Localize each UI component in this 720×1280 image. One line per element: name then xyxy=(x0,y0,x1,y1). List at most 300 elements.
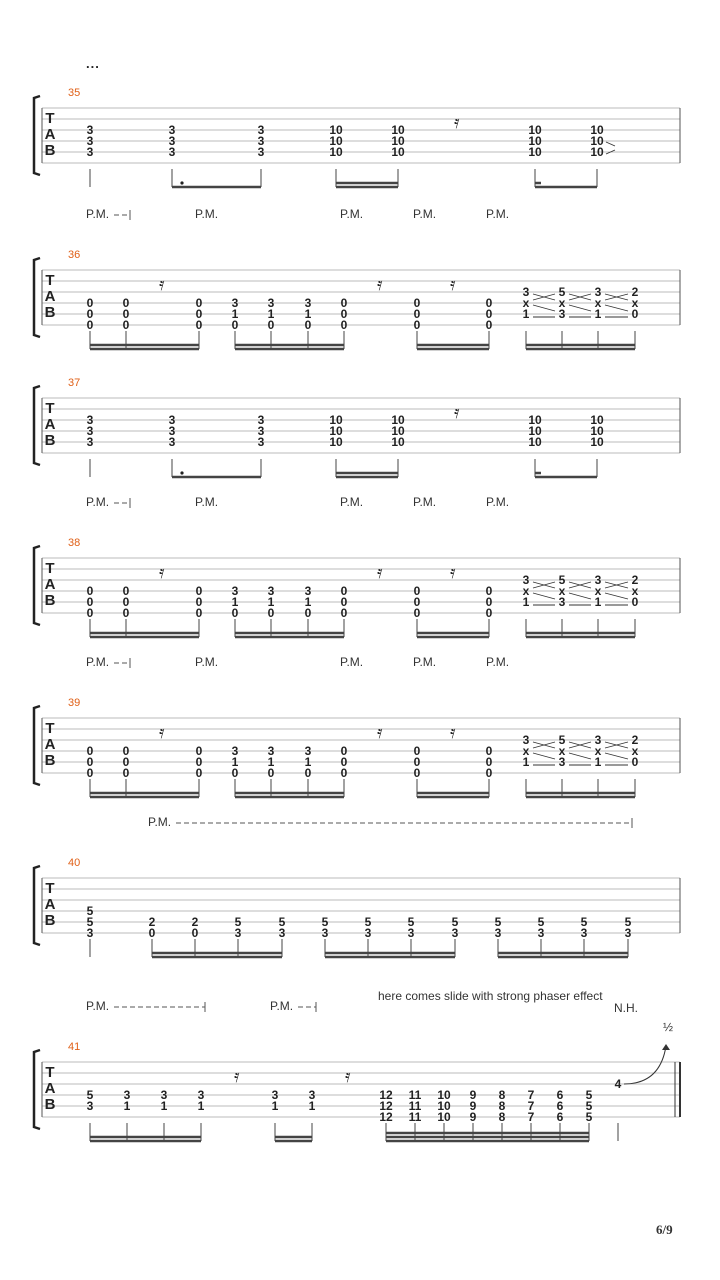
tab-clef-a: A xyxy=(44,288,56,305)
palm-mute-mark: P.M. xyxy=(486,655,510,669)
fret-number: 5 xyxy=(86,1088,94,1102)
palm-mute-mark: P.M. xyxy=(86,655,110,669)
fret-number: 5 xyxy=(494,915,502,929)
dead-note: x xyxy=(522,296,530,310)
fret-number: 0 xyxy=(86,606,94,620)
fret-number: 7 xyxy=(527,1110,535,1124)
palm-mute-mark: P.M. xyxy=(195,495,219,509)
palm-mute-mark: P.M. xyxy=(86,999,110,1013)
fret-number: 11 xyxy=(408,1088,422,1102)
fret-number: 3 xyxy=(594,733,602,747)
sixteenth-rest: 𝄿 xyxy=(450,562,456,583)
fret-number: 3 xyxy=(522,733,530,747)
palm-mute-mark: P.M. xyxy=(340,495,364,509)
system-bracket xyxy=(34,96,40,175)
slide-line xyxy=(569,294,591,300)
fret-number: 5 xyxy=(585,1110,593,1124)
fret-number: 5 xyxy=(537,915,545,929)
fret-number: 0 xyxy=(231,318,239,332)
sixteenth-rest: 𝄿 xyxy=(345,1066,351,1087)
fret-number: 10 xyxy=(528,424,542,438)
tab-system-40 xyxy=(0,815,720,998)
fret-number: 0 xyxy=(195,318,203,332)
dead-note: x xyxy=(631,744,639,758)
tab-system-35 xyxy=(0,78,720,228)
fret-number: 0 xyxy=(340,584,348,598)
fret-number: 0 xyxy=(122,318,130,332)
fret-number: 1 xyxy=(271,1099,279,1113)
fret-number: 0 xyxy=(340,318,348,332)
sixteenth-rest: 𝄿 xyxy=(234,1066,240,1087)
tab-clef-a: A xyxy=(44,576,56,593)
fret-number: 3 xyxy=(197,1088,205,1102)
fret-number: 3 xyxy=(537,926,545,940)
fret-number: 3 xyxy=(304,296,312,310)
fret-number: 0 xyxy=(231,766,239,780)
fret-number: 10 xyxy=(590,413,604,427)
fret-number: 3 xyxy=(271,1088,279,1102)
fret-number: 0 xyxy=(86,307,94,321)
tab-clef-t: T xyxy=(45,110,55,127)
sixteenth-rest: 𝄿 xyxy=(159,722,165,743)
dead-note: x xyxy=(522,744,530,758)
fret-number: 1 xyxy=(594,595,602,609)
tab-clef-b: B xyxy=(44,304,56,321)
fret-number: 1 xyxy=(308,1099,316,1113)
fret-number: 3 xyxy=(522,285,530,299)
fret-number: 3 xyxy=(257,413,265,427)
fret-number: 3 xyxy=(364,926,372,940)
fret-number: 10 xyxy=(391,435,405,449)
fret-number: 12 xyxy=(379,1099,393,1113)
fret-number: 0 xyxy=(122,307,130,321)
bend-arrowhead xyxy=(662,1044,670,1050)
fret-number: 10 xyxy=(329,123,343,137)
tab-clef-t: T xyxy=(45,400,55,417)
fret-number: 2 xyxy=(631,285,639,299)
palm-mute-mark: P.M. xyxy=(86,207,110,221)
system-bracket xyxy=(34,546,40,625)
slide-line xyxy=(605,294,628,300)
fret-number: 5 xyxy=(321,915,329,929)
augmentation-dot xyxy=(180,471,183,474)
fret-number: 0 xyxy=(485,307,493,321)
fret-number: 3 xyxy=(86,413,94,427)
measure-number: 40 xyxy=(68,857,81,869)
fret-number: 2 xyxy=(631,733,639,747)
measure-number: 39 xyxy=(68,697,81,709)
fret-number: 2 xyxy=(148,915,156,929)
fret-number: 3 xyxy=(267,744,275,758)
slide-line xyxy=(569,742,591,748)
fret-number: 3 xyxy=(168,145,176,159)
fret-number: 2 xyxy=(191,915,199,929)
fret-number: 0 xyxy=(485,584,493,598)
fret-number: 3 xyxy=(304,744,312,758)
fret-number: 3 xyxy=(558,755,566,769)
fret-number: 3 xyxy=(558,307,566,321)
fret-number: 5 xyxy=(86,904,94,918)
fret-number: 3 xyxy=(168,123,176,137)
fret-number: 3 xyxy=(160,1088,168,1102)
fret-number: 0 xyxy=(195,744,203,758)
fret-number: 0 xyxy=(148,926,156,940)
fret-number: 3 xyxy=(168,134,176,148)
fret-number: 0 xyxy=(304,606,312,620)
text-annotation: here comes slide with strong phaser effect xyxy=(378,989,603,1003)
fret-number: 0 xyxy=(195,595,203,609)
sixteenth-rest: 𝄿 xyxy=(450,274,456,295)
fret-number: 3 xyxy=(494,926,502,940)
fret-number: 10 xyxy=(391,424,405,438)
fret-number: 3 xyxy=(558,595,566,609)
fret-number: 0 xyxy=(485,606,493,620)
fret-number: 7 xyxy=(527,1099,535,1113)
fret-number: 1 xyxy=(231,307,239,321)
fret-number: 10 xyxy=(528,123,542,137)
system-bracket xyxy=(34,706,40,785)
fret-number: 5 xyxy=(234,915,242,929)
fret-number: 3 xyxy=(267,296,275,310)
palm-mute-mark: P.M. xyxy=(86,495,110,509)
fret-number: 5 xyxy=(585,1088,593,1102)
fret-number: 0 xyxy=(195,755,203,769)
fret-number: 3 xyxy=(86,123,94,137)
fret-number: 1 xyxy=(304,595,312,609)
fret-number: 0 xyxy=(86,766,94,780)
sixteenth-rest: 𝄿 xyxy=(454,112,460,133)
fret-number: 0 xyxy=(485,296,493,310)
fret-number: 10 xyxy=(329,413,343,427)
measure-number: 41 xyxy=(68,1041,81,1053)
dead-note: x xyxy=(594,584,602,598)
fret-number: 10 xyxy=(528,435,542,449)
tab-clef-b: B xyxy=(44,912,56,929)
tab-clef-a: A xyxy=(44,126,56,143)
fret-number: 3 xyxy=(168,413,176,427)
dead-note: x xyxy=(522,584,530,598)
fret-number: 5 xyxy=(585,1099,593,1113)
fret-number: 4 xyxy=(614,1077,622,1091)
measure-number: 37 xyxy=(68,377,81,389)
fret-number: 1 xyxy=(197,1099,205,1113)
fret-number: 0 xyxy=(413,318,421,332)
natural-harmonic-mark: N.H. xyxy=(614,1001,638,1015)
fret-number: 10 xyxy=(391,134,405,148)
fret-number: 1 xyxy=(522,595,530,609)
fret-number: 3 xyxy=(257,424,265,438)
fret-number: 10 xyxy=(329,424,343,438)
fret-number: 6 xyxy=(556,1099,564,1113)
fret-number: 1 xyxy=(267,595,275,609)
sixteenth-rest: 𝄿 xyxy=(377,562,383,583)
fret-number: 0 xyxy=(340,296,348,310)
slide-line xyxy=(605,582,628,588)
fret-number: 10 xyxy=(590,424,604,438)
palm-mute-mark: P.M. xyxy=(486,207,510,221)
fret-number: 10 xyxy=(437,1099,451,1113)
fret-number: 3 xyxy=(278,926,286,940)
fret-number: 3 xyxy=(123,1088,131,1102)
page-number: 6/9 xyxy=(656,1222,673,1237)
fret-number: 1 xyxy=(522,755,530,769)
fret-number: 3 xyxy=(407,926,415,940)
fret-number: 10 xyxy=(329,435,343,449)
fret-number: 5 xyxy=(86,915,94,929)
fret-number: 0 xyxy=(413,606,421,620)
fret-number: 3 xyxy=(304,584,312,598)
slide-line xyxy=(569,593,591,605)
fret-number: 5 xyxy=(364,915,372,929)
fret-number: 0 xyxy=(413,595,421,609)
fret-number: 3 xyxy=(168,424,176,438)
fret-number: 0 xyxy=(122,584,130,598)
sixteenth-rest: 𝄿 xyxy=(377,722,383,743)
palm-mute-mark: P.M. xyxy=(148,815,172,829)
fret-number: 0 xyxy=(231,606,239,620)
bend-curve xyxy=(624,1046,666,1084)
dead-note: x xyxy=(631,296,639,310)
fret-number: 0 xyxy=(86,744,94,758)
tab-clef-t: T xyxy=(45,560,55,577)
fret-number: 1 xyxy=(594,755,602,769)
fret-number: 0 xyxy=(122,755,130,769)
measure-number: 36 xyxy=(68,249,81,261)
fret-number: 1 xyxy=(267,755,275,769)
sixteenth-rest: 𝄿 xyxy=(450,722,456,743)
fret-number: 1 xyxy=(594,307,602,321)
dead-note: x xyxy=(594,744,602,758)
slide-line xyxy=(605,742,628,748)
palm-mute-mark: P.M. xyxy=(486,495,510,509)
fret-number: 3 xyxy=(451,926,459,940)
fret-number: 5 xyxy=(624,915,632,929)
fret-number: 10 xyxy=(528,413,542,427)
dead-note: x xyxy=(558,744,566,758)
fret-number: 3 xyxy=(86,134,94,148)
palm-mute-mark: P.M. xyxy=(340,655,364,669)
fret-number: 9 xyxy=(469,1088,477,1102)
tab-system-41 xyxy=(0,989,720,1182)
fret-number: 3 xyxy=(267,584,275,598)
fret-number: 3 xyxy=(231,584,239,598)
fret-number: 1 xyxy=(231,755,239,769)
fret-number: 0 xyxy=(191,926,199,940)
fret-number: 0 xyxy=(86,584,94,598)
fret-number: 10 xyxy=(391,145,405,159)
fret-number: 12 xyxy=(379,1110,393,1124)
fret-number: 0 xyxy=(340,595,348,609)
fret-number: 3 xyxy=(257,134,265,148)
fret-number: 0 xyxy=(631,755,639,769)
dead-note: x xyxy=(558,584,566,598)
fret-number: 0 xyxy=(195,606,203,620)
measure-number: 38 xyxy=(68,537,81,549)
fret-number: 0 xyxy=(413,755,421,769)
fret-number: 5 xyxy=(451,915,459,929)
sixteenth-rest: 𝄿 xyxy=(377,274,383,295)
fret-number: 5 xyxy=(558,733,566,747)
fret-number: 0 xyxy=(413,307,421,321)
fret-number: 7 xyxy=(527,1088,535,1102)
tab-clef-a: A xyxy=(44,1080,56,1097)
slide-line xyxy=(533,753,555,765)
tab-clef-b: B xyxy=(44,752,56,769)
fret-number: 10 xyxy=(329,134,343,148)
tab-clef-t: T xyxy=(45,720,55,737)
palm-mute-mark: P.M. xyxy=(413,207,437,221)
fret-number: 0 xyxy=(195,296,203,310)
fret-number: 1 xyxy=(304,755,312,769)
fret-number: 0 xyxy=(485,318,493,332)
fret-number: 11 xyxy=(408,1110,422,1124)
slide-line xyxy=(605,305,628,317)
fret-number: 0 xyxy=(86,318,94,332)
sixteenth-rest: 𝄿 xyxy=(159,274,165,295)
fret-number: 3 xyxy=(522,573,530,587)
fret-number: 5 xyxy=(558,285,566,299)
tab-clef-b: B xyxy=(44,142,56,159)
fret-number: 5 xyxy=(278,915,286,929)
slide-line xyxy=(569,582,591,588)
fret-number: 1 xyxy=(304,307,312,321)
fret-number: 3 xyxy=(594,285,602,299)
fret-number: 10 xyxy=(590,134,604,148)
fret-number: 0 xyxy=(340,606,348,620)
fret-number: 11 xyxy=(408,1099,422,1113)
fret-number: 3 xyxy=(86,926,94,940)
fret-number: 10 xyxy=(329,145,343,159)
fret-number: 0 xyxy=(413,744,421,758)
fret-number: 3 xyxy=(234,926,242,940)
fret-number: 0 xyxy=(340,744,348,758)
slide-line xyxy=(533,582,555,588)
fret-number: 3 xyxy=(257,145,265,159)
fret-number: 8 xyxy=(498,1088,506,1102)
palm-mute-mark: P.M. xyxy=(340,207,364,221)
slide-line xyxy=(569,305,591,317)
fret-number: 0 xyxy=(413,296,421,310)
fret-number: 10 xyxy=(590,123,604,137)
palm-mute-mark: P.M. xyxy=(413,495,437,509)
fret-number: 5 xyxy=(580,915,588,929)
slide-line xyxy=(533,305,555,317)
fret-number: 3 xyxy=(86,424,94,438)
fret-number: 3 xyxy=(257,123,265,137)
measure-number: 35 xyxy=(68,87,81,99)
fret-number: 1 xyxy=(231,595,239,609)
fret-number: 0 xyxy=(267,606,275,620)
system-bracket xyxy=(34,258,40,337)
sixteenth-rest: 𝄿 xyxy=(454,402,460,423)
palm-mute-mark: P.M. xyxy=(270,999,294,1013)
fret-number: 0 xyxy=(122,595,130,609)
fret-number: 6 xyxy=(556,1110,564,1124)
palm-mute-mark: P.M. xyxy=(195,207,219,221)
palm-mute-mark: P.M. xyxy=(195,655,219,669)
fret-number: 0 xyxy=(413,766,421,780)
dead-note: x xyxy=(631,584,639,598)
fret-number: 10 xyxy=(391,413,405,427)
slide-line xyxy=(533,294,555,300)
fret-number: 3 xyxy=(168,435,176,449)
fret-number: 0 xyxy=(122,296,130,310)
fret-number: 0 xyxy=(122,744,130,758)
fret-number: 0 xyxy=(631,307,639,321)
fret-number: 12 xyxy=(379,1088,393,1102)
fret-number: 8 xyxy=(498,1099,506,1113)
fret-number: 0 xyxy=(340,307,348,321)
fret-number: 9 xyxy=(469,1099,477,1113)
fret-number: 5 xyxy=(407,915,415,929)
slide-line xyxy=(533,742,555,748)
fret-number: 0 xyxy=(485,744,493,758)
fret-number: 0 xyxy=(267,766,275,780)
fret-number: 0 xyxy=(485,766,493,780)
fret-number: 5 xyxy=(558,573,566,587)
fret-number: 1 xyxy=(522,307,530,321)
fret-number: 3 xyxy=(86,1099,94,1113)
slide-line xyxy=(569,753,591,765)
tab-clef-b: B xyxy=(44,1096,56,1113)
slide-line xyxy=(533,593,555,605)
fret-number: 10 xyxy=(590,145,604,159)
fret-number: 10 xyxy=(437,1088,451,1102)
fret-number: 10 xyxy=(528,145,542,159)
fret-number: 3 xyxy=(257,435,265,449)
fret-number: 3 xyxy=(231,296,239,310)
fret-number: 0 xyxy=(86,296,94,310)
system-bracket xyxy=(34,1050,40,1129)
fret-number: 0 xyxy=(195,766,203,780)
fret-number: 0 xyxy=(304,318,312,332)
fret-number: 0 xyxy=(122,606,130,620)
system-bracket xyxy=(34,386,40,465)
fret-number: 3 xyxy=(86,435,94,449)
fret-number: 3 xyxy=(594,573,602,587)
fret-number: 0 xyxy=(485,755,493,769)
fret-number: 10 xyxy=(437,1110,451,1124)
fret-number: 10 xyxy=(528,134,542,148)
fret-number: 1 xyxy=(160,1099,168,1113)
fret-number: 0 xyxy=(485,595,493,609)
dead-note: x xyxy=(558,296,566,310)
fret-number: 10 xyxy=(590,435,604,449)
tab-clef-a: A xyxy=(44,416,56,433)
palm-mute-mark: P.M. xyxy=(413,655,437,669)
fret-number: 1 xyxy=(267,307,275,321)
tab-clef-a: A xyxy=(44,896,56,913)
fret-number: 10 xyxy=(391,123,405,137)
fret-number: 6 xyxy=(556,1088,564,1102)
fret-number: 0 xyxy=(267,318,275,332)
tab-clef-b: B xyxy=(44,592,56,609)
sixteenth-rest: 𝄿 xyxy=(159,562,165,583)
fret-number: 3 xyxy=(308,1088,316,1102)
fret-number: 0 xyxy=(631,595,639,609)
fret-number: 9 xyxy=(469,1110,477,1124)
slide-line xyxy=(605,753,628,765)
fret-number: 0 xyxy=(413,584,421,598)
tab-clef-a: A xyxy=(44,736,56,753)
system-bracket xyxy=(34,866,40,945)
fret-number: 0 xyxy=(195,307,203,321)
fret-number: 0 xyxy=(86,595,94,609)
fret-number: 3 xyxy=(86,145,94,159)
fret-number: 3 xyxy=(624,926,632,940)
fret-number: 0 xyxy=(195,584,203,598)
tab-clef-t: T xyxy=(45,272,55,289)
